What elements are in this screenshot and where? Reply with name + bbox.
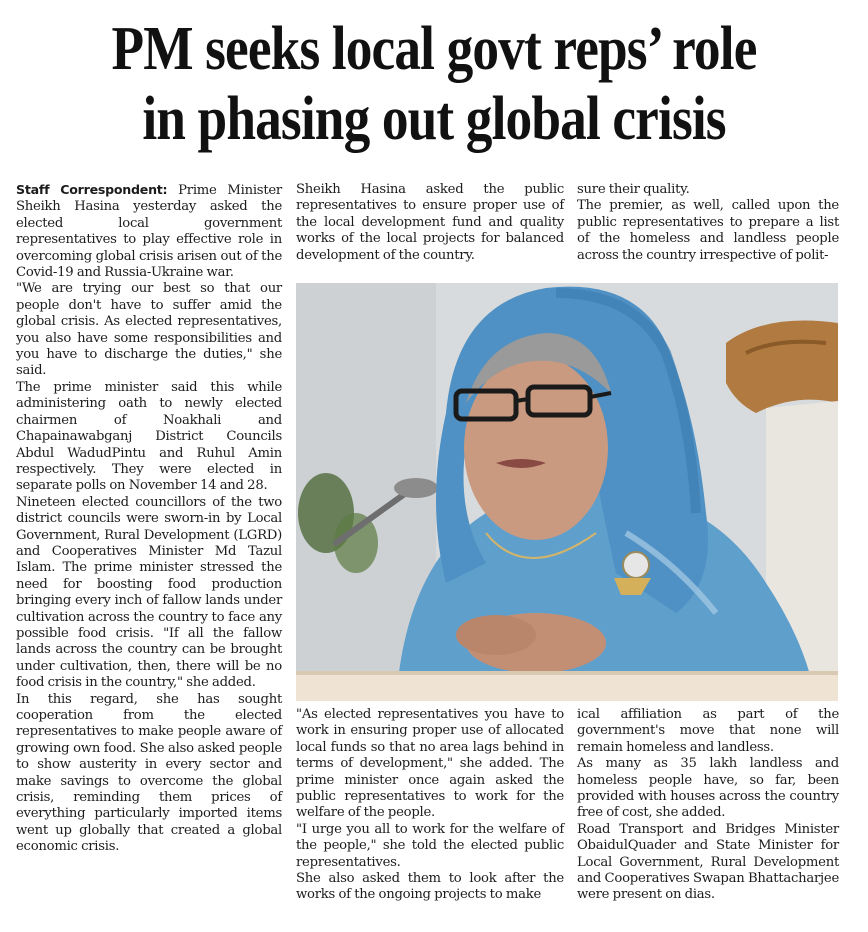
article-paragraph: As many as 35 lakh landless and homeless people have, so far, been provided with houses across the country free of cost, she added. xyxy=(577,756,839,821)
article-column-2-top xyxy=(296,182,564,264)
article-paragraph: sure their quality. xyxy=(577,182,690,197)
article-paragraph: Sheikh Hasina asked the public representatives to ensure proper use of the local development fund and quality works of the local projects for balanced development of the country. xyxy=(296,182,564,263)
article-paragraph: ical affiliation as part of the government's move that none will remain homeless and landless. xyxy=(577,707,839,755)
paragraph-text: Prime Minister Sheikh Hasina yesterday asked the elected local government representatives to play effective role in overcoming global crisis arisen out of the Covid-19 and Russia-Ukraine war. xyxy=(16,183,282,281)
article-paragraph: "I urge you all to work for the welfare of the people," she told the elected public representatives. xyxy=(296,821,564,870)
article-paragraph: In this regard, she has sought cooperation from the elected representatives to make people aware of growing own food. She also asked people to show austerity in every sector and make savings to overcome the global crisis, reminding them prices of everything particularly imported items went up globally that created a global economic crisis. xyxy=(16,691,282,855)
news-photo xyxy=(296,283,838,701)
article-paragraph: The premier, as well, called upon the public representatives to prepare a list of the homeless and landless people across the country irrespective of polit- xyxy=(577,198,839,263)
article-paragraph: "We are trying our best so that our people don't have to suffer amid the global crisis. As elected representatives, you also have some responsibilities and you have to discharge the duties," she said. xyxy=(16,281,282,379)
article-column-2-bottom xyxy=(296,707,564,904)
article-column-3-top xyxy=(577,182,839,264)
article-paragraph: "As elected representatives you have to work in ensuring proper use of allocated local funds so that no area lags behind in terms of development," she added. The prime minister once again asked the public representatives to work for the welfare of the people. xyxy=(296,707,564,821)
article-paragraph: Nineteen elected councillors of the two district councils were sworn-in by Local Government, Rural Development (LGRD) and Cooperatives Minister Md Tazul Islam. The prime minister stressed the need for boosting food production bringing every inch of fallow lands under cultivation across the country to face any possible food crisis. "If all the fallow lands across the country can be brought under cultivation, then, there will be no food crisis in the country," she added. xyxy=(16,494,282,691)
article-paragraph xyxy=(16,182,282,281)
headline-line-1: PM seeks local govt reps’ role xyxy=(111,15,757,83)
headline xyxy=(61,14,807,154)
photo-illustration xyxy=(296,283,838,701)
byline: Staff Correspondent: xyxy=(16,182,168,197)
article-column-1 xyxy=(16,182,282,856)
article-paragraph: She also asked them to look after the works of the ongoing projects to make xyxy=(296,871,564,903)
headline-line-2: in phasing out global crisis xyxy=(142,85,726,153)
article-paragraph: The prime minister said this while administering oath to newly elected chairmen of Noakhali and Chapainawabganj District Councils Abdul WadudPintu and Ruhul Amin respectively. They were elected in separate polls on November 14 and 28. xyxy=(16,379,282,494)
article-paragraph: Road Transport and Bridges Minister ObaidulQuader and State Minister for Local Government, Rural Development and Cooperatives Swapan Bhattacharjee were present on dias. xyxy=(577,821,839,903)
article-column-3-bottom xyxy=(577,707,839,904)
